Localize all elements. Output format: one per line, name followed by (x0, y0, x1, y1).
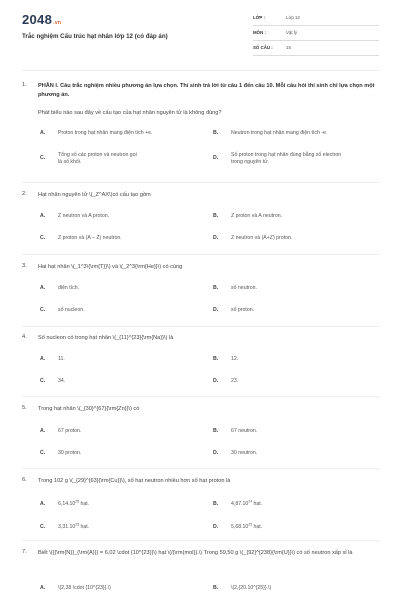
question-text: Phát biểu nào sau đây về cấu tạo của hạt nhân nguyên tử là không đúng? (38, 110, 222, 116)
divider (22, 396, 380, 397)
question-text: Trong hạt nhân \(_{30}^{67}{\rm{Zn}}\) có (38, 406, 140, 412)
logo-suffix: .vn (53, 20, 62, 26)
meta-value: Lớp 12 (286, 15, 300, 20)
question-2: 2. Hạt nhân nguyên tử \(_Z^AX\)có cấu tạo gồm A. Z neutron và A proton. B. Z proton và A neutron. C. Z proton và (A – Z) neutron. D. Z neutron và (A+Z) proton. (22, 191, 380, 251)
question-number: 4. (22, 334, 27, 340)
question-7: 7. Biết \({{\rm{N}}_{\rm{A}}} = 6,02 \cdot {10^{23}}\) hạt \(/{\rm{mol}}.\) Trong 59,50 g \(_{92}^{238}{\rm{U}}\) có số neutron xấp xỉ là A. \(2,38 \cdot {10^{23}}.\) B. \(2,{20.10^{25}}.\) (22, 549, 380, 600)
meta-grade (253, 12, 379, 26)
meta-count (253, 42, 379, 56)
question-number: 2. (22, 191, 27, 197)
question-number: 3. (22, 263, 27, 269)
question-number: 5. (22, 405, 27, 411)
question-3: 3. Hai hạt nhân \(_1^3\{\rm{T}}\) và \(_2^3{\rm{He}}\) có cùng A. điện tích. B. số neutron. C. số nucleon. D. số proton. (22, 263, 380, 323)
section-intro: PHẦN I. Câu trắc nghiệm nhiều phương án lựa chọn. Thí sinh trả lời từ câu 1 đến câu 10. Mỗi câu hỏi thí sinh chỉ lựa chọn một phương án. (38, 83, 375, 98)
header-divider (22, 70, 380, 71)
meta-value: Vật lý (286, 30, 297, 35)
question-text: Số nucleon có trong hạt nhân \(_{11}^{23}{\rm{Na}}\) là (38, 335, 174, 341)
question-number: 6. (22, 477, 27, 483)
option-c[interactable]: C. Tổng số các proton và neutron gọi là số khối. (40, 152, 137, 165)
divider (22, 540, 380, 541)
question-text: Hạt nhân nguyên tử \(_Z^AX\)có cấu tạo gồm (38, 192, 151, 198)
divider (22, 326, 380, 327)
option-d[interactable]: D. Số proton trong hạt nhân đúng bằng số electron trong nguyên tử. (213, 152, 342, 165)
meta-value: 15 (286, 45, 291, 50)
question-5: 5. Trong hạt nhân \(_{30}^{67}{\rm{Zn}}\) có A. 67 proton. B. 67 neutron. C. 30 proton. D. 30 neutron. (22, 405, 380, 465)
question-4: 4. Số nucleon có trong hạt nhân \(_{11}^{23}{\rm{Na}}\) là A. 11. B. 12. C. 34. D. 23. (22, 334, 380, 394)
meta-key: SỐ CÂU : (253, 45, 273, 50)
site-logo[interactable] (22, 12, 61, 27)
question-text: Biết \({{\rm{N}}_{\rm{A}}} = 6,02 \cdot {10^{23}}\) hạt \(/{\rm{mol}}.\) Trong 59,50 g \(_{92}^{238}{\rm{U}}\) có số neutron xấp xỉ là (38, 550, 353, 556)
question-number: 7. (22, 549, 27, 555)
divider (22, 254, 380, 255)
question-6: 6. Trong 102 g \(_{29}^{63}{\rm{Cu}}\), số hạt neutron nhiều hơn số hạt proton là A. 6,14.10$^{25}$ hạt. B. 4,87.10$^{24}$ hạt. C. 3,31.10$^{25}$ hạt. D. 5,68.10$^{25}$ hạt. (22, 477, 380, 537)
question-text: Hai hạt nhân \(_1^3\{\rm{T}}\) và \(_2^3{\rm{He}}\) có cùng (38, 264, 183, 270)
logo-text: 2048 (22, 12, 53, 27)
meta-key: LỚP : (253, 15, 265, 20)
question-1: 1. PHẦN I. Câu trắc nghiệm nhiều phương án lựa chọn. Thí sinh trả lời từ câu 1 đến câu 10. Mỗi câu hỏi thí sinh chỉ lựa chọn một phương án. Phát biểu nào sau đây về cấu tạo của hạt nhân nguyên tử là không đúng? A. Proton trong hạt nhân mang điện tích +e. B. Neutron trong hạt nhân mang điện tích -e. C. Tổng số các proton và neutron gọi là số khối. D. Số proton trong hạt nhân đúng bằng số electron trong nguyên tử. (22, 82, 380, 182)
meta-key: MÔN : (253, 30, 266, 35)
question-number: 1. (22, 82, 27, 88)
divider (22, 182, 380, 183)
divider (22, 468, 380, 469)
page-title: Trắc nghiệm Cấu trúc hạt nhân lớp 12 (có đáp án) (22, 33, 168, 40)
question-text: Trong 102 g \(_{29}^{63}{\rm{Cu}}\), số hạt neutron nhiều hơn số hạt proton là (38, 478, 231, 484)
meta-subject (253, 27, 379, 41)
page-header (0, 0, 400, 62)
